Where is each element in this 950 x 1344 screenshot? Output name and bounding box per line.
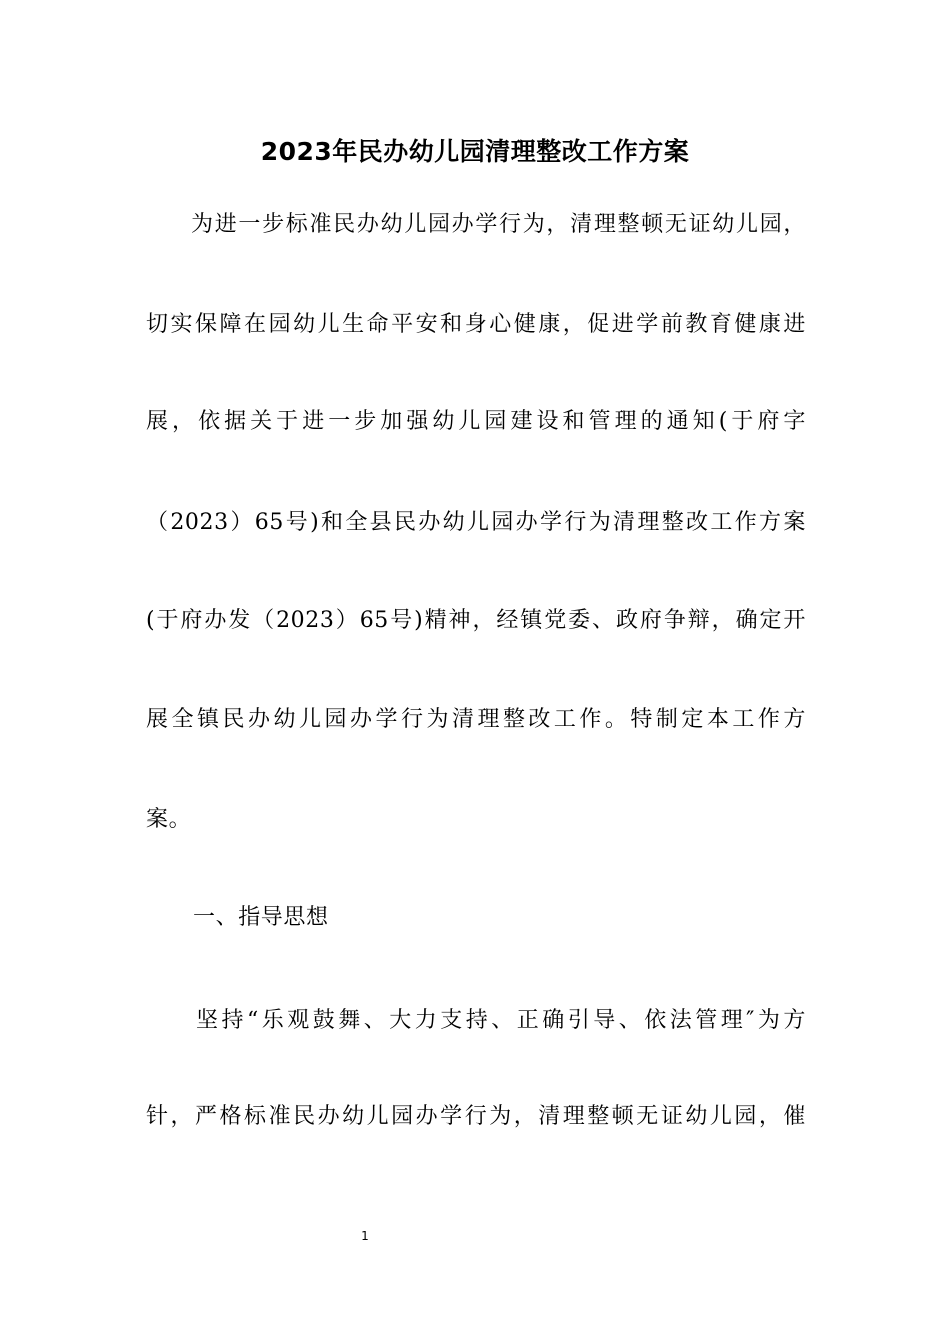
paragraph-line: (于府办发（2023）65号)精神，经镇党委、政府争辩，确定开: [146, 608, 806, 633]
paragraph-line: （2023）65号)和全县民办幼儿园办学行为清理整改工作方案: [146, 510, 806, 535]
paragraph-line: 案。: [146, 807, 192, 832]
section-heading: 一、指导思想: [193, 905, 329, 930]
page-number: 1: [361, 1229, 369, 1243]
document-title: 2023年民办幼儿园清理整改工作方案: [260, 137, 690, 166]
paragraph-line: 展，依据关于进一步加强幼儿园建设和管理的通知(于府字: [146, 409, 806, 434]
paragraph-line: 坚持“乐观鼓舞、大力支持、正确引导、依法管理″为方: [196, 1008, 806, 1033]
paragraph-line: 展全镇民办幼儿园办学行为清理整改工作。特制定本工作方: [146, 707, 806, 732]
paragraph-line: 切实保障在园幼儿生命平安和身心健康，促进学前教育健康进: [146, 312, 806, 337]
paragraph-line: 为进一步标准民办幼儿园办学行为，清理整顿无证幼儿园，: [191, 212, 806, 237]
paragraph-line: 针，严格标准民办幼儿园办学行为，清理整顿无证幼儿园，催: [146, 1104, 806, 1129]
